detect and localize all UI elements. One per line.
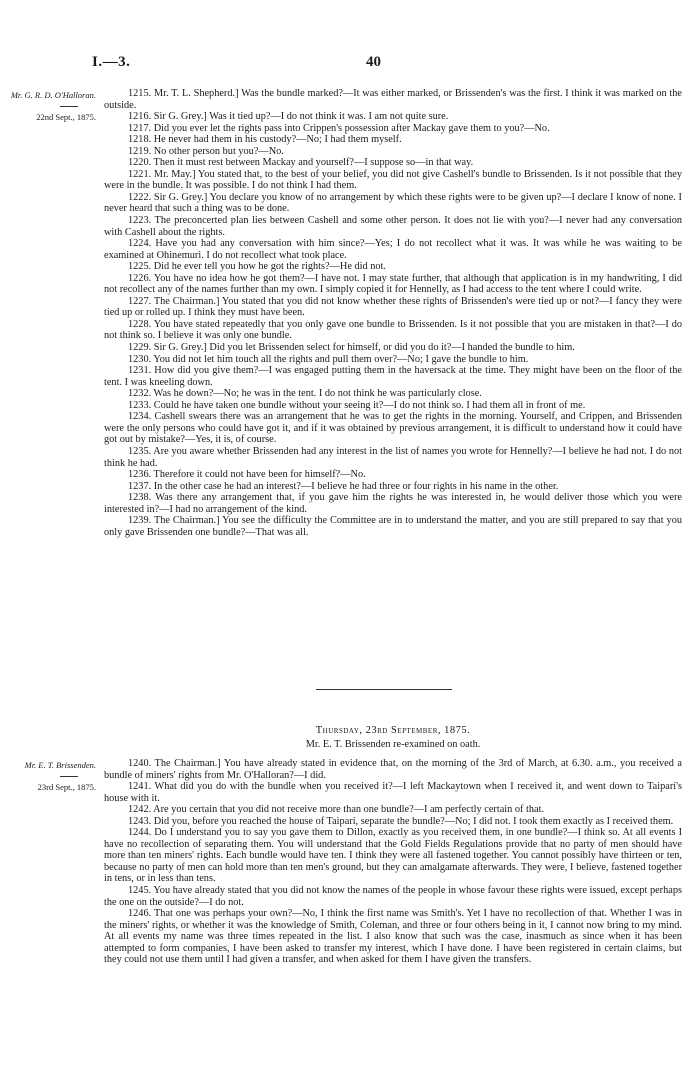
page-header [0, 54, 700, 74]
question-paragraph: 1246. That one was perhaps your own?—No, I think the first name was Smith's. Yet I have no recollection of that. Whether I was in the miners' rights, or whether it was the knowledge of Smith, Coleman, and three or four others being in it, I cannot now bring to my mind. At all events my name was three times repeated in the list. I also know that such was the case, inasmuch as since when it has been attempted to form companies, I have been asked to transfer my interest, which I have done. I have been registered in certain claims, but they could not use them until I had given a transfer, and when asked for them I have given the transfers. [104, 908, 682, 966]
witness-heading: Mr. E. T. Brissenden re-examined on oath. [305, 738, 481, 750]
evidence-body [104, 88, 682, 538]
day-heading: Thursday, 23rd September, 1875. [315, 725, 471, 736]
question-paragraph: 1235. Are you aware whether Brissenden had any interest in the list of names you wrote for Hennelly?—I believe he had not. I do not think he had. [104, 445, 682, 469]
question-paragraph: 1224. Have you had any conversation with him since?—Yes; I do not recollect what it was. It was while he was waiting to be examined at Ohinemuri. I do not recollect what took place. [104, 238, 682, 261]
margin-date: 22nd Sept., 1875. [36, 112, 96, 122]
question-paragraph: 1226. You have no idea how he got them?—I have not. I may state further, that although that application is in my handwriting, I did not recollect any of the names further than my own. I simply copied it for Hennelly, as I had access to the tent where I could write. [104, 272, 682, 296]
question-paragraph: 1225. Did he ever tell you how he got the rights?—He did not. [128, 261, 386, 273]
question-paragraph: 1220. Then it must rest between Mackay and yourself?—I suppose so—in that way. [128, 157, 474, 169]
question-paragraph: 1222. Sir G. Grey.] You declare you know of no arrangement by which these rights were to be given up?—I declare I know of none. I never heard that such a thing was to be done. [104, 191, 682, 215]
question-paragraph: 1231. How did you give them?—I was engaged putting them in the haversack at the time. They might have been on the floor of the tent. I was kneeling down. [104, 365, 682, 388]
evidence-body [104, 758, 682, 966]
question-paragraph: 1221. Mr. May.] You stated that, to the best of your belief, you did not give Cashell's bundle to Brissenden. Is it not possible that they were in the bundle. It was possible. I do not think I had them. [104, 168, 682, 192]
margin-witness-name: Mr. E. T. Brissenden. [24, 760, 96, 770]
question-paragraph: 1238. Was there any arrangement that, if you gave him the rights he was interested in, he would deliver those which you were interested in?—I had no arrangement of the kind. [104, 492, 682, 515]
page-number: 40 [366, 54, 381, 70]
margin-note [8, 90, 96, 123]
question-paragraph: 1216. Sir G. Grey.] Was it tied up?—I do not think it was. I am not quite sure. [128, 111, 449, 123]
section-heading-block [104, 725, 682, 756]
question-paragraph: 1215. Mr. T. L. Shepherd.] Was the bundle marked?—It was either marked, or Brissenden's was the first. I think it was marked on the outside. [104, 88, 682, 111]
question-paragraph: 1229. Sir G. Grey.] Did you let Brissenden select for himself, or did you do it?—I handed the bundle to him. [128, 342, 575, 354]
question-paragraph: 1219. No other person but you?—No. [128, 145, 284, 157]
question-paragraph: 1234. Cashell swears there was an arrangement that he was to get the rights in the morning. Yourself, and Crippen, and Brissenden were the only persons who could have got it, and if it was obtained by previous arrangement, it is difficult to understand how it could have got out by mistake?—Yes, it is, of course. [104, 411, 682, 446]
question-paragraph: 1239. The Chairman.] You see the difficulty the Committee are in to understand the matter, and you are still prepared to say that you only gave Brissenden one bundle?—That was all. [104, 515, 682, 538]
margin-divider [60, 776, 78, 777]
question-paragraph: 1242. Are you certain that you did not receive more than one bundle?—I am perfectly certain of that. [128, 804, 545, 816]
section-divider [316, 689, 452, 690]
question-paragraph: 1243. Did you, before you reached the house of Taipari, separate the bundle?—No; I did not. I took them exactly as I received them. [128, 815, 674, 827]
question-paragraph: 1244. Do I understand you to say you gave them to Dillon, exactly as you received them, in one bundle?—I think so. At all events I have no recollection of separating them. You will understand that the Gold Fields Regulations provide that no party of men should have more than ten miners' rights. Each bundle would have ten. I think they were all fastened together. You cannot possibly have thirteen or ten, because no party of men can hold more than ten men's ground, but they can amalgamate afterwards. They were, I believe, fastened together in tens, or in less than tens. [104, 827, 682, 885]
margin-divider [60, 106, 78, 107]
question-paragraph: 1217. Did you ever let the rights pass into Crippen's possession after Mackay gave them to you?—No. [128, 122, 550, 134]
question-paragraph: 1233. Could he have taken one bundle without your seeing it?—I do not think so. I had them all in front of me. [128, 399, 586, 411]
parliamentary-paper-code: I.—3. [92, 54, 131, 70]
question-paragraph: 1230. You did not let him touch all the rights and pull them over?—No; I gave the bundle to him. [128, 353, 529, 365]
question-paragraph: 1241. What did you do with the bundle when you received it?—I left Mackaytown when I received it, and went down to Taipari's house with it. [104, 781, 682, 804]
question-paragraph: 1227. The Chairman.] You stated that you did not know whether these rights of Brissenden's were tied up or not?—I fancy they were tied up or rolled up. I think they must have been. [104, 295, 682, 319]
margin-date: 23rd Sept., 1875. [37, 782, 96, 792]
question-paragraph: 1232. Was he down?—No; he was in the tent. I do not think he was particularly close. [128, 388, 482, 400]
question-paragraph: 1240. The Chairman.] You have already stated in evidence that, on the morning of the 3rd of March, at 6.30. a.m., you received a bundle of miners' rights from Mr. O'Halloran?—I did. [104, 758, 682, 781]
question-paragraph: 1245. You have already stated that you did not know the names of the people in whose favour these rights were issued, except perhaps the one on the outside?—I do not. [104, 885, 682, 908]
question-paragraph: 1228. You have stated repeatedly that you only gave one bundle to Brissenden. Is it not possible that you are mistaken in that?—I do not think so. I believe it was only one bundle. [104, 318, 682, 342]
question-paragraph: 1236. Therefore it could not have been for himself?—No. [128, 469, 366, 481]
question-paragraph: 1223. The preconcerted plan lies between Cashell and some other person. It does not lie with you?—I never had any conversation with Cashell about the rights. [104, 215, 682, 238]
question-paragraph: 1237. In the other case he had an interest?—I believe he had three or four rights in his name in the other. [128, 480, 559, 492]
margin-witness-name: Mr. G. R. D. O'Halloran. [10, 90, 96, 100]
margin-note [8, 760, 96, 793]
question-paragraph: 1218. He never had them in his custody?—No; I had them myself. [128, 134, 402, 146]
